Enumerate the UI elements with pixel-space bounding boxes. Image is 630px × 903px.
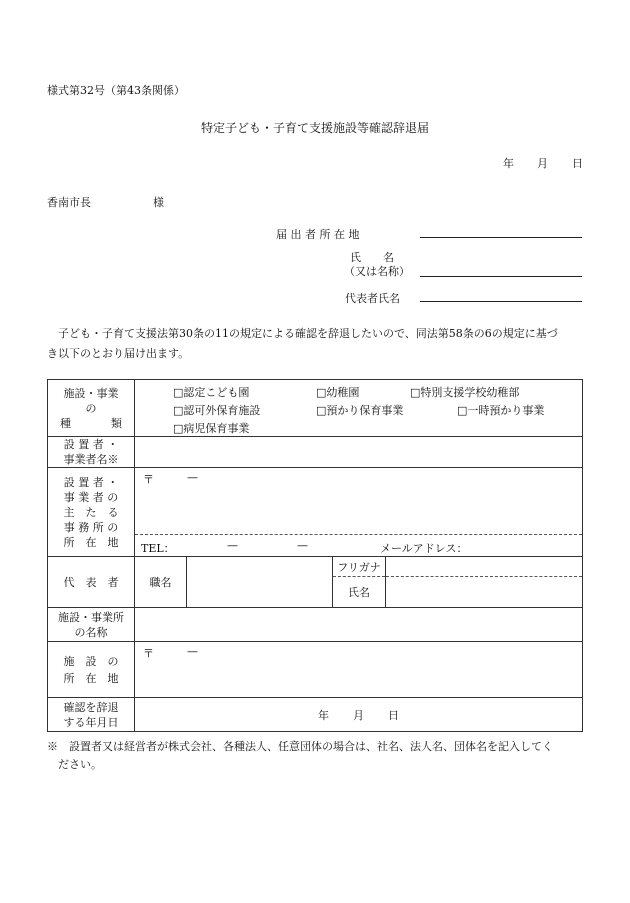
office-label-1: 設 置 者 ・ (63, 475, 119, 489)
postal-dash: — (187, 471, 198, 484)
representative-label: 代 表 者 (63, 575, 119, 589)
position-label: 職名 (149, 576, 172, 589)
office-dashed-divider (135, 534, 582, 535)
operator-name-field[interactable] (135, 437, 583, 468)
form-number: 様式第32号（第43条関係） (47, 84, 185, 97)
rep-name-label-cell (333, 577, 386, 608)
email-label: メールアドレス： (380, 542, 468, 555)
date-day-label: 日 (572, 157, 583, 170)
option-temporary-childcare[interactable]: □一時預かり事業 (457, 404, 545, 417)
facility-postal-mark: 〒 (143, 647, 154, 660)
facility-name-field[interactable] (135, 608, 583, 642)
facility-postal-dash: — (187, 645, 198, 658)
body-text-line-2: き以下のとおり届け出ます。 (47, 347, 190, 360)
furigana-label-cell (333, 557, 386, 577)
tel-label: TEL： (141, 542, 175, 555)
option-special-support-kindergarten[interactable]: □特別支援学校幼稚部 (410, 386, 520, 399)
facility-name-label-2: の名称 (74, 625, 108, 639)
facility-address-field[interactable] (135, 642, 583, 698)
option-unlicensed-nursery[interactable]: □認可外保育施設 (173, 404, 261, 417)
representative-name-label: 代表者氏名 (345, 292, 400, 305)
office-label-3: 主 た る (63, 505, 119, 519)
representative-label-cell (48, 557, 135, 608)
office-label-4: 事 務 所 の (63, 520, 119, 534)
office-address-label-cell (48, 468, 135, 557)
facility-name-label-1: 施設・事業所 (58, 610, 124, 624)
representative-name-line[interactable] (420, 301, 582, 302)
footnote-line-1: ※ 設置者又は経営者が株式会社、各種法人、任意団体の場合は、社名、法人名、団体名を記入してく (47, 740, 553, 753)
office-label-2: 事 業 者 の (63, 490, 119, 504)
operator-label-2: 事業者名※ (63, 453, 119, 466)
facility-address-label-2: 所 在 地 (63, 671, 119, 685)
option-childcare-service[interactable]: □預かり保育事業 (316, 404, 404, 417)
facility-type-label-rui: 類 (111, 416, 122, 430)
rep-name-field[interactable] (386, 577, 583, 608)
option-sick-child-care[interactable]: □病児保育事業 (173, 422, 250, 435)
tel-dash-1: — (227, 539, 238, 552)
office-address-field[interactable] (135, 468, 583, 557)
facility-name-label-cell (48, 608, 135, 642)
position-label-cell (135, 557, 187, 608)
application-form-table (47, 379, 583, 732)
withdrawal-date-field[interactable] (135, 698, 583, 732)
operator-label-cell (48, 437, 135, 468)
facility-type-label-cell (48, 380, 135, 437)
document-title: 特定子ども・子育て支援施設等確認辞退届 (200, 121, 429, 135)
office-label-5: 所 在 地 (63, 535, 119, 549)
withdrawal-month-label: 月 (353, 709, 364, 722)
withdrawal-date-label-cell (48, 698, 135, 732)
applicant-name-line[interactable] (420, 276, 582, 277)
date-month-label: 月 (537, 157, 548, 170)
operator-label-1: 設 置 者 ・ (63, 438, 119, 451)
applicant-name-sub-label: （又は名称） (344, 265, 410, 278)
tel-dash-2: — (297, 539, 308, 552)
facility-address-label-1: 施 設 の (63, 654, 119, 668)
footnote-line-2: ださい。 (47, 758, 102, 771)
withdrawal-date-label-2: する年月日 (63, 715, 119, 729)
applicant-name-label: 氏 名 (350, 251, 394, 264)
addressee-suffix: 様 (153, 196, 164, 209)
applicant-address-label: 届 出 者 所 在 地 (276, 228, 360, 241)
addressee: 香南市長 (47, 196, 91, 209)
facility-type-label-mid: の (85, 401, 97, 415)
postal-mark: 〒 (143, 473, 154, 486)
applicant-address-line[interactable] (420, 237, 582, 238)
facility-type-options (135, 380, 583, 437)
body-text-line-1: 子ども・子育て支援法第30条の11の規定による確認を辞退したいので、同法第58条の6の規定に基づ (47, 327, 558, 340)
option-certified-kodomoen[interactable]: □認定こども園 (173, 386, 250, 399)
option-kindergarten[interactable]: □幼稚園 (316, 386, 360, 399)
facility-type-label-shu: 種 (60, 416, 71, 430)
facility-address-label-cell (48, 642, 135, 698)
furigana-field[interactable] (386, 557, 583, 577)
rep-name-label: 氏名 (348, 586, 370, 599)
facility-type-label: 施設・事業 (63, 386, 119, 400)
withdrawal-year-label: 年 (318, 709, 329, 722)
withdrawal-date-label-1: 確認を辞退 (63, 700, 119, 714)
furigana-label: フリガナ (337, 560, 381, 574)
withdrawal-day-label: 日 (388, 709, 399, 722)
date-year-label: 年 (503, 157, 514, 170)
position-field[interactable] (187, 557, 333, 608)
